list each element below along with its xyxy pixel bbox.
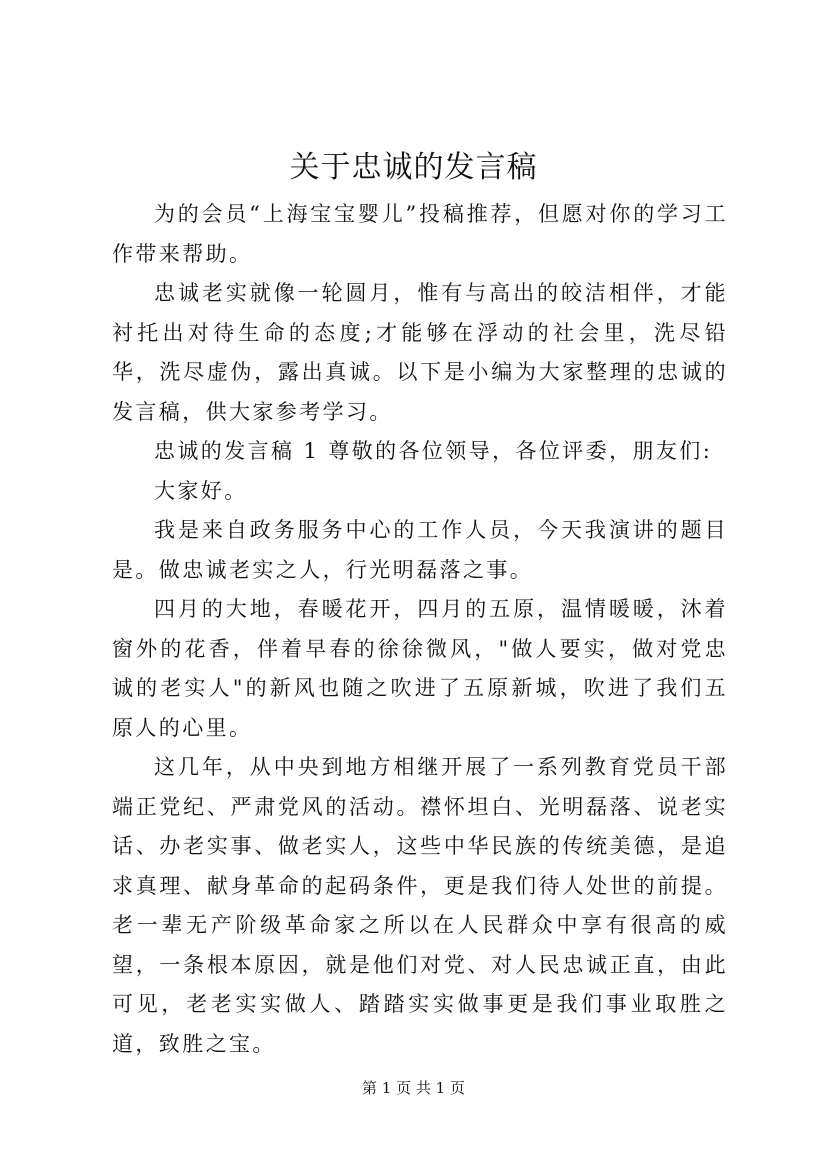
paragraph: 忠诚老实就像一轮圆月，惟有与高出的皎洁相伴，才能衬托出对待生命的态度;才能够在浮动的社会里，洗尽铅华，洗尽虚伪，露出真诚。以下是小编为大家整理的忠诚的发言稿，供大家参考学习。 xyxy=(112,281,728,424)
paragraph: 我是来自政务服务中心的工作人员，今天我演讲的题目是。做忠诚老实之人，行光明磊落之事。 xyxy=(112,518,728,582)
document-body xyxy=(112,195,728,1064)
page-footer: 第 1 页 共 1 页 xyxy=(362,1079,465,1097)
document-title: 关于忠诚的发言稿 xyxy=(289,150,538,185)
paragraph: 这几年，从中央到地方相继开展了一系列教育党员干部端正党纪、严肃党风的活动。襟怀坦白、光明磊落、说老实话、办老实事、做老实人，这些中华民族的传统美德，是追求真理、献身革命的起码条件，更是我们待人处世的前提。老一辈无产阶级革命家之所以在人民群众中享有很高的威望，一条根本原因，就是他们对党、对人民忠诚正直，由此可见，老老实实做人、踏踏实实做事更是我们事业取胜之道，致胜之宝。 xyxy=(112,755,728,1056)
paragraph: 大家好。 xyxy=(154,478,248,503)
paragraph: 忠诚的发言稿 1 尊敬的各位领导，各位评委，朋友们: xyxy=(154,439,713,463)
paragraph: 为的会员“上海宝宝婴儿”投稿推荐，但愿对你的学习工作带来帮助。 xyxy=(112,202,728,266)
paragraph: 四月的大地，春暖花开，四月的五原，温情暖暖，沐着窗外的花香，伴着早春的徐徐微风，"做人要实，做对党忠诚的老实人"的新风也随之吹进了五原新城，吹进了我们五原人的心里。 xyxy=(112,597,728,740)
